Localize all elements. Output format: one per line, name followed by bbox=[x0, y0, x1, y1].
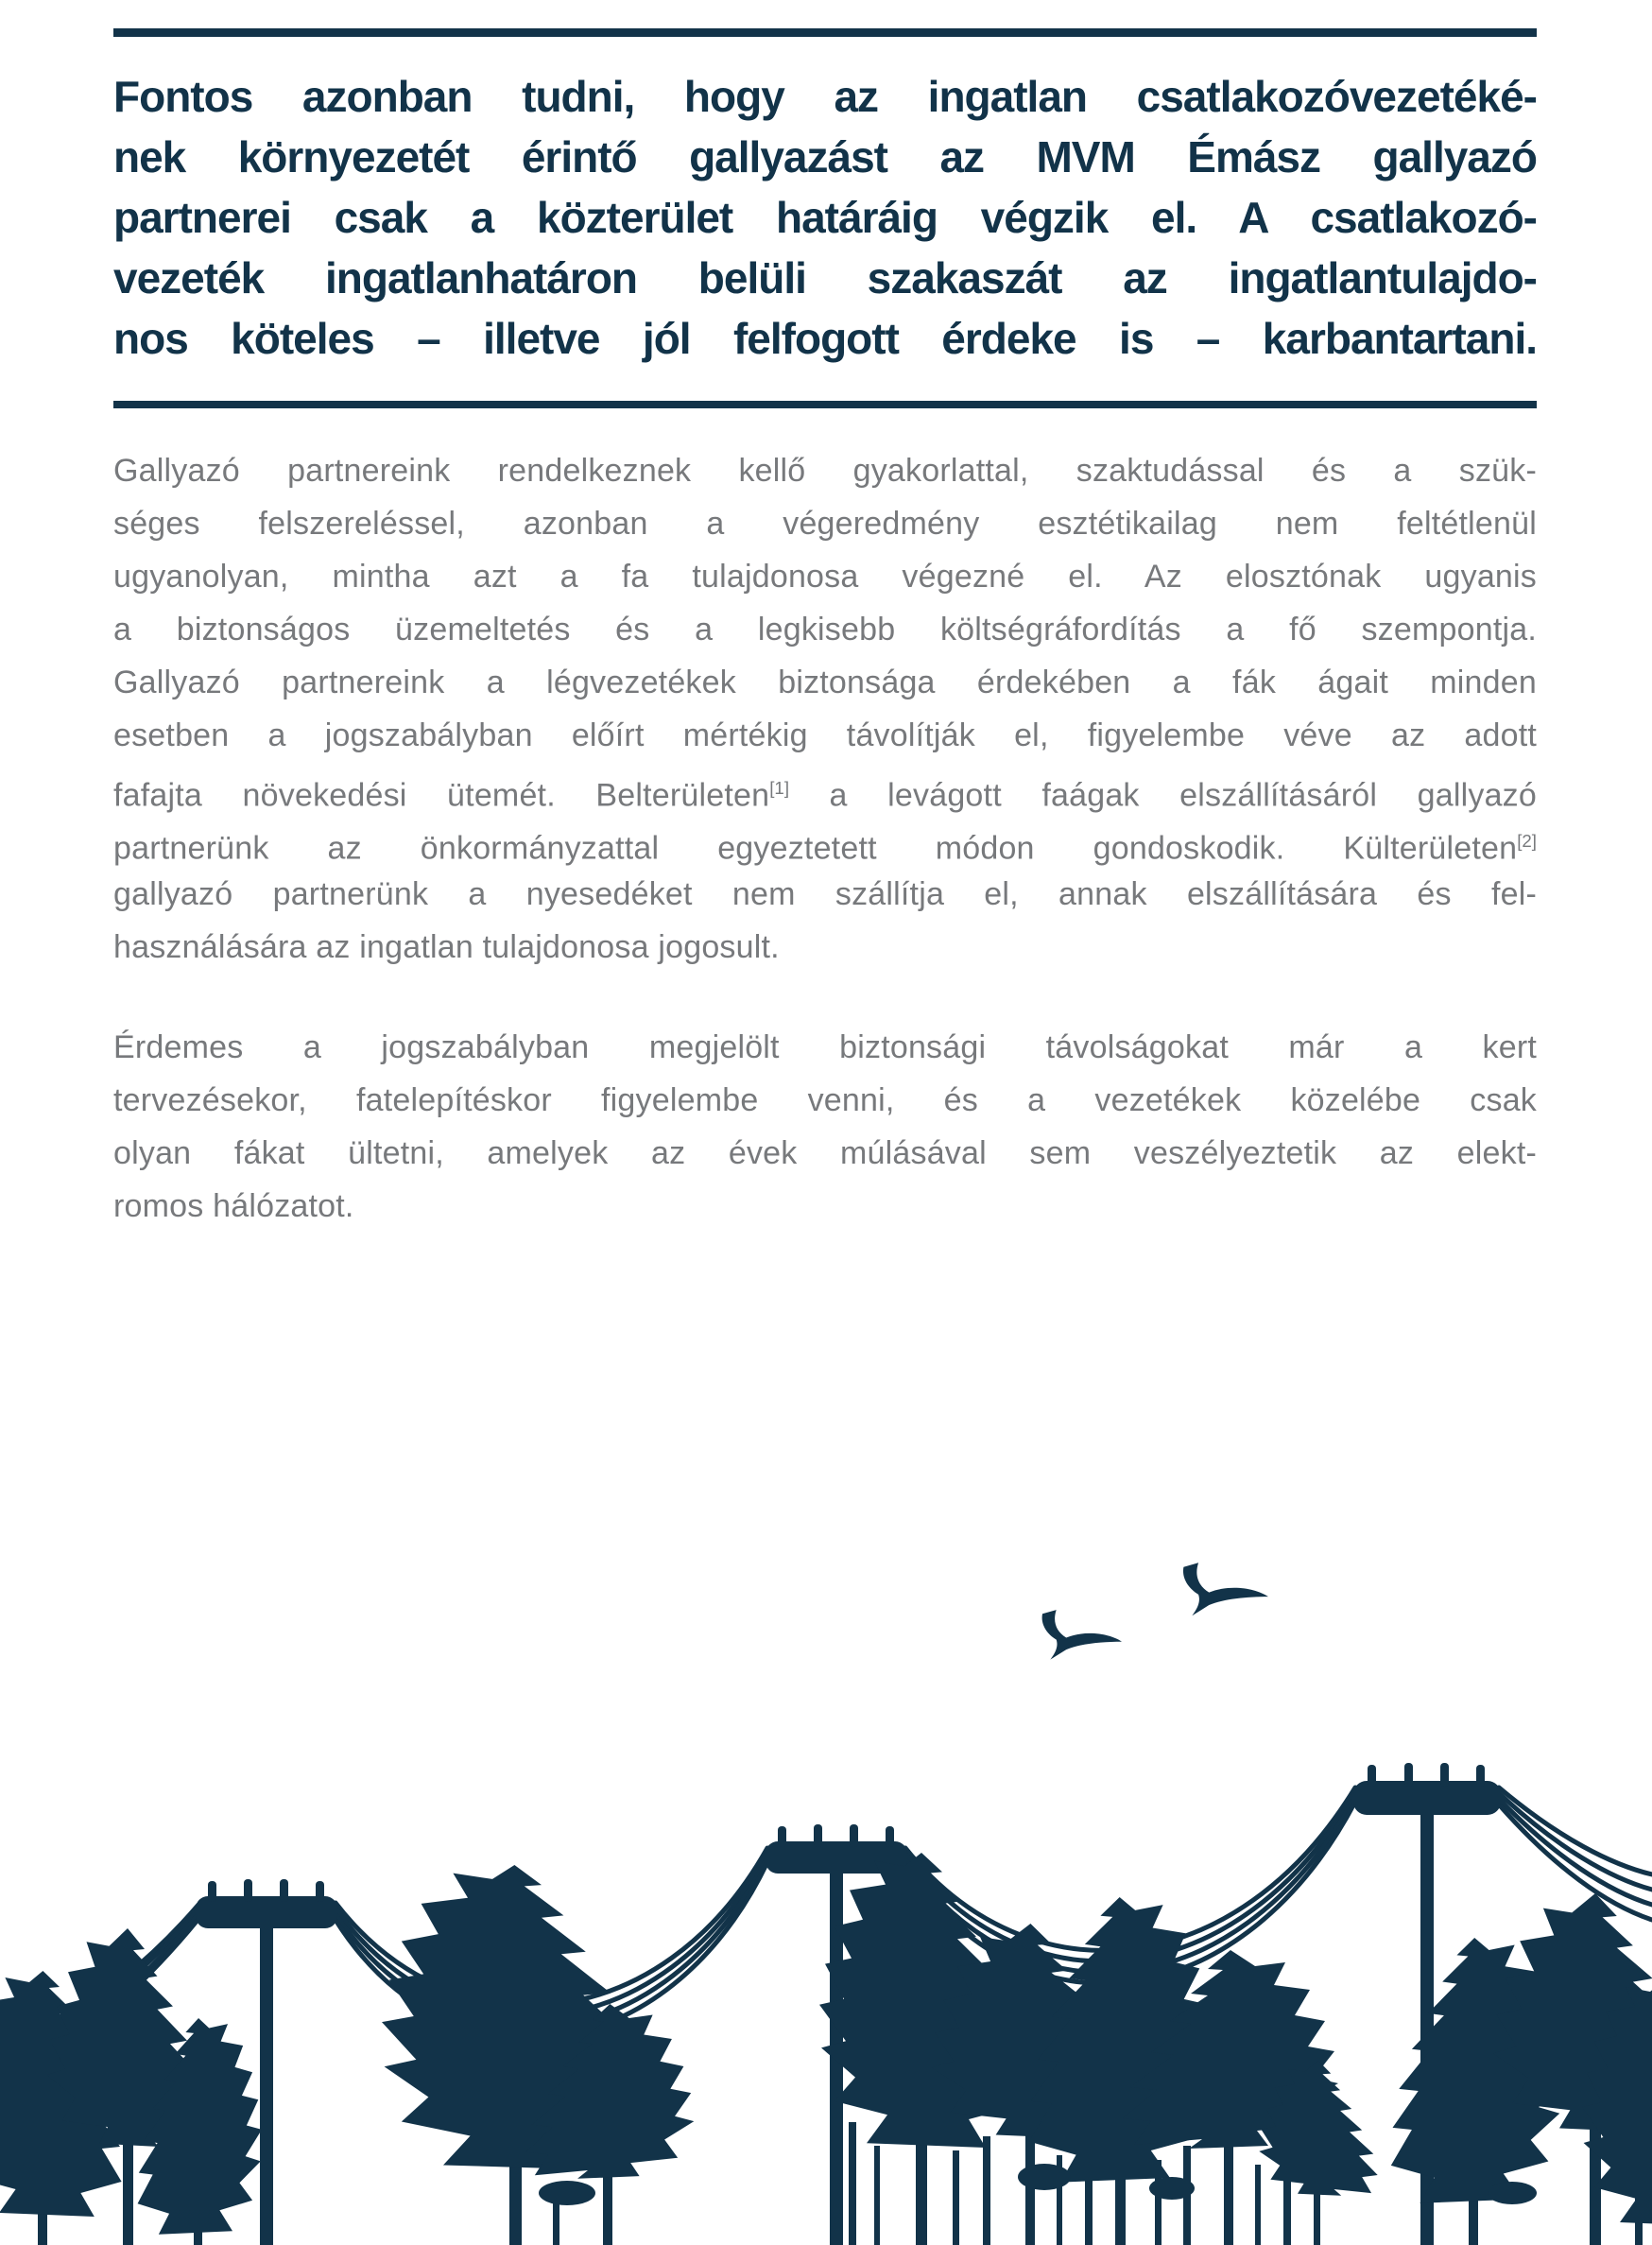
tree-silhouette-group-midleft bbox=[382, 1865, 694, 2245]
power-wires bbox=[0, 1787, 1652, 2092]
heading-rule bbox=[113, 401, 1537, 408]
bird-icon bbox=[1183, 1563, 1268, 1615]
body-paragraph-1: Gallyazó partnereink rendelkeznek kellő gyakorlattal, szaktudással és a szük- séges felszereléssel, azonban a végeredmény esztétikailag nem feltétlenül ugyanolyan, mintha azt a fa tulajdonosa végezné el. Az elosztónak ugyanis a biztonságos üzemeltetés és a legkisebb költségráfordítás a fő szempontja. Gallyazó partnereink a légvezetékek biztonsága érdekében a fák ágait minden esetben a jogszabályban előírt mértékig távolítják el, figyelembe véve az adott fafajta növekedési ütemét. Belterületen[1] a levágott faágak elszállításáról gallyazó partnerünk az önkormányzattal egyeztetett módon gondoskodik. Külterületen[2] gallyazó partnerünk a nyesedéket nem szállítja el, annak elszállítására és fel- használására az ingatlan tulajdonosa jogosult. bbox=[113, 453, 1537, 965]
bird-icon bbox=[1042, 1610, 1122, 1660]
tree-silhouette-group-middle bbox=[819, 1853, 1378, 2245]
top-rule bbox=[113, 28, 1537, 37]
tree-silhouette-group-left bbox=[0, 1928, 262, 2245]
power-lines-forest-illustration bbox=[0, 1527, 1652, 2245]
intro-heading: Fontos azonban tudni, hogy az ingatlan csatlakozóvezetéké- nek környezetét érintő gallyazást az MVM Émász gallyazó partnerei csak a közterület határáig végzik el. A csatlakozó- vezeték ingatlanhatáron belüli szakaszát az ingatlantulajdo- nos köteles – illetve jól felfogott érdeke is – karbantartani. bbox=[113, 72, 1537, 363]
body-paragraph-2: Érdemes a jogszabályban megjelölt biztonsági távolságokat már a kert tervezésekor, fatelepítéskor figyelembe venni, és a vezetékek közelébe csak olyan fákat ültetni, amelyek az évek múlásával sem veszélyeztetik az elekt- romos hálózatot. bbox=[113, 1029, 1537, 1224]
birds bbox=[1042, 1563, 1268, 1659]
